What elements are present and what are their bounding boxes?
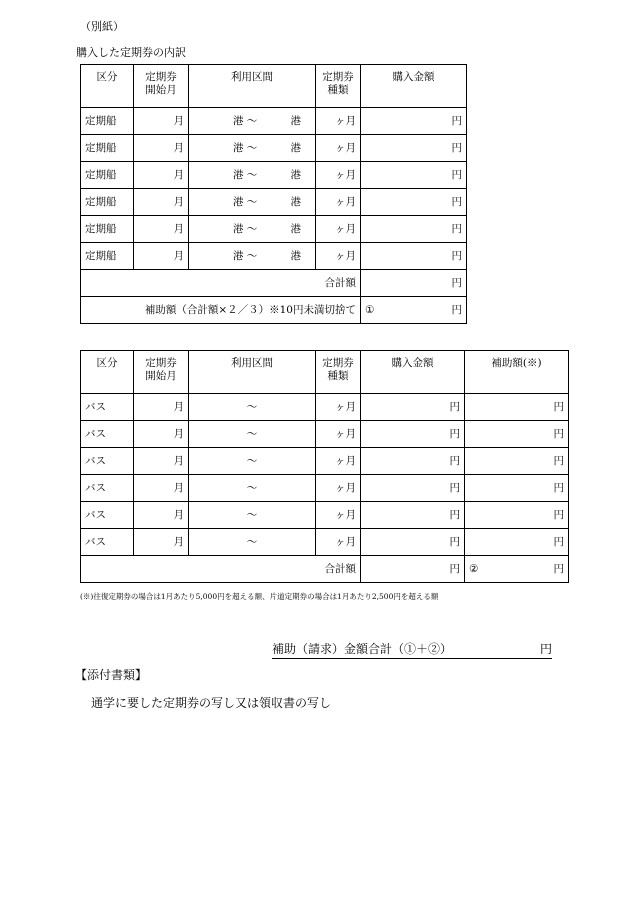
ship-subsidy-value[interactable] bbox=[361, 297, 467, 324]
table-row bbox=[81, 448, 569, 475]
table-row bbox=[81, 189, 467, 216]
ship-pass-table bbox=[80, 64, 467, 324]
header-route: 利用区間 bbox=[189, 351, 316, 394]
row-category: バス bbox=[81, 421, 134, 448]
row-route[interactable] bbox=[189, 135, 316, 162]
row-subsidy[interactable]: 円 bbox=[465, 394, 569, 421]
row-route[interactable] bbox=[189, 216, 316, 243]
row-category: 定期船 bbox=[81, 189, 134, 216]
route-from-port: 港 bbox=[233, 195, 244, 208]
row-category: 定期船 bbox=[81, 108, 134, 135]
row-start-month[interactable]: 月 bbox=[134, 135, 189, 162]
table-row bbox=[81, 135, 467, 162]
row-route[interactable] bbox=[189, 108, 316, 135]
row-pass-type[interactable]: ヶ月 bbox=[316, 135, 361, 162]
row-amount[interactable]: 円 bbox=[361, 394, 465, 421]
row-route[interactable] bbox=[189, 448, 316, 475]
route-from-port: 港 bbox=[233, 249, 244, 262]
table-row bbox=[81, 216, 467, 243]
row-pass-type[interactable]: ヶ月 bbox=[316, 216, 361, 243]
section-title: 購入した定期券の内訳 bbox=[76, 46, 186, 59]
header-category: 区分 bbox=[81, 351, 134, 394]
route-tilde: ～ bbox=[246, 427, 258, 440]
route-tilde: ～ bbox=[246, 168, 258, 181]
header-pass-type: 定期券 種類 bbox=[316, 65, 361, 108]
row-amount[interactable]: 円 bbox=[361, 243, 467, 270]
header-purchase-amount: 購入金額 bbox=[361, 351, 465, 394]
row-start-month[interactable]: 月 bbox=[134, 216, 189, 243]
ship-subsidy-row bbox=[81, 297, 467, 324]
row-amount[interactable]: 円 bbox=[361, 162, 467, 189]
table-row bbox=[81, 243, 467, 270]
route-tilde: ～ bbox=[246, 454, 258, 467]
attachments-item: 通学に要した定期券の写し又は領収書の写し bbox=[91, 696, 332, 710]
route-to-port: 港 bbox=[290, 195, 301, 208]
subsidy-unit: 円 bbox=[451, 303, 462, 316]
row-amount[interactable]: 円 bbox=[361, 502, 465, 529]
row-pass-type[interactable]: ヶ月 bbox=[316, 475, 361, 502]
row-pass-type[interactable]: ヶ月 bbox=[316, 502, 361, 529]
row-amount[interactable]: 円 bbox=[361, 475, 465, 502]
attachment-label: （別紙） bbox=[80, 20, 124, 33]
route-tilde: ～ bbox=[246, 141, 258, 154]
row-category: 定期船 bbox=[81, 216, 134, 243]
row-amount[interactable]: 円 bbox=[361, 108, 467, 135]
table-row bbox=[81, 108, 467, 135]
route-tilde: ～ bbox=[246, 481, 258, 494]
row-pass-type[interactable]: ヶ月 bbox=[316, 108, 361, 135]
header-category: 区分 bbox=[81, 65, 134, 108]
row-start-month[interactable]: 月 bbox=[134, 529, 189, 556]
route-to-port: 港 bbox=[290, 141, 301, 154]
header-start-month: 定期券 開始月 bbox=[134, 351, 189, 394]
row-amount[interactable]: 円 bbox=[361, 421, 465, 448]
header-subsidy: 補助額(※) bbox=[465, 351, 569, 394]
row-subsidy[interactable]: 円 bbox=[465, 421, 569, 448]
row-pass-type[interactable]: ヶ月 bbox=[316, 162, 361, 189]
route-to-port: 港 bbox=[290, 249, 301, 262]
row-category: バス bbox=[81, 448, 134, 475]
row-amount[interactable]: 円 bbox=[361, 135, 467, 162]
header-purchase-amount: 購入金額 bbox=[361, 65, 467, 108]
row-route[interactable] bbox=[189, 162, 316, 189]
row-route[interactable] bbox=[189, 529, 316, 556]
row-route[interactable] bbox=[189, 243, 316, 270]
row-start-month[interactable]: 月 bbox=[134, 189, 189, 216]
route-from-port: 港 bbox=[233, 114, 244, 127]
row-amount[interactable]: 円 bbox=[361, 529, 465, 556]
row-category: バス bbox=[81, 502, 134, 529]
route-tilde: ～ bbox=[246, 249, 258, 262]
row-start-month[interactable]: 月 bbox=[134, 108, 189, 135]
subsidy-mark-2: ② bbox=[469, 562, 479, 575]
bus-pass-table bbox=[80, 350, 569, 583]
table-row bbox=[81, 529, 569, 556]
route-to-port: 港 bbox=[290, 114, 301, 127]
bus-sum-row bbox=[81, 556, 569, 583]
row-pass-type[interactable]: ヶ月 bbox=[316, 448, 361, 475]
subsidy-mark-1: ① bbox=[365, 303, 375, 316]
subsidy-unit: 円 bbox=[553, 562, 564, 575]
row-category: バス bbox=[81, 394, 134, 421]
row-route[interactable] bbox=[189, 421, 316, 448]
row-start-month[interactable]: 月 bbox=[134, 475, 189, 502]
row-amount[interactable]: 円 bbox=[361, 189, 467, 216]
row-category: 定期船 bbox=[81, 162, 134, 189]
ship-sum-row bbox=[81, 270, 467, 297]
route-tilde: ～ bbox=[246, 195, 258, 208]
row-category: 定期船 bbox=[81, 135, 134, 162]
footnote: (※)往復定期券の場合は1月あたり5,000円を超える額、片道定期券の場合は1月あたり2,500円を超える額 bbox=[80, 592, 439, 601]
ship-sum-label: 合計額 bbox=[81, 270, 361, 297]
row-start-month[interactable]: 月 bbox=[134, 421, 189, 448]
route-to-port: 港 bbox=[290, 222, 301, 235]
row-route[interactable] bbox=[189, 189, 316, 216]
row-subsidy[interactable]: 円 bbox=[465, 448, 569, 475]
row-start-month[interactable]: 月 bbox=[134, 502, 189, 529]
attachments-header: 【添付書類】 bbox=[75, 668, 148, 682]
table-row bbox=[81, 162, 467, 189]
row-start-month[interactable]: 月 bbox=[134, 162, 189, 189]
row-amount[interactable]: 円 bbox=[361, 216, 467, 243]
bus-sum-label: 合計額 bbox=[81, 556, 361, 583]
row-pass-type[interactable]: ヶ月 bbox=[316, 189, 361, 216]
bus-subsidy-total[interactable] bbox=[465, 556, 569, 583]
route-to-port: 港 bbox=[290, 168, 301, 181]
grand-total-unit[interactable]: 円 bbox=[539, 642, 552, 656]
table-row bbox=[81, 394, 569, 421]
row-category: バス bbox=[81, 475, 134, 502]
ship-header-row bbox=[81, 65, 467, 108]
header-route: 利用区間 bbox=[189, 65, 316, 108]
grand-total-label: 補助（請求）金額合計（①＋②） bbox=[272, 642, 453, 656]
route-tilde: ～ bbox=[246, 508, 258, 521]
route-tilde: ～ bbox=[246, 114, 258, 127]
route-from-port: 港 bbox=[233, 222, 244, 235]
route-from-port: 港 bbox=[233, 168, 244, 181]
table-row bbox=[81, 421, 569, 448]
row-subsidy[interactable]: 円 bbox=[465, 529, 569, 556]
route-tilde: ～ bbox=[246, 535, 258, 548]
row-start-month[interactable]: 月 bbox=[134, 394, 189, 421]
grand-total-line bbox=[272, 640, 552, 659]
route-tilde: ～ bbox=[246, 222, 258, 235]
row-pass-type[interactable]: ヶ月 bbox=[316, 243, 361, 270]
row-pass-type[interactable]: ヶ月 bbox=[316, 529, 361, 556]
table-row bbox=[81, 502, 569, 529]
row-category: 定期船 bbox=[81, 243, 134, 270]
ship-subsidy-label: 補助額（合計額×２／３）※10円未満切捨て bbox=[81, 297, 361, 324]
route-tilde: ～ bbox=[246, 400, 258, 413]
row-start-month[interactable]: 月 bbox=[134, 448, 189, 475]
table-row bbox=[81, 475, 569, 502]
row-category: バス bbox=[81, 529, 134, 556]
row-subsidy[interactable]: 円 bbox=[465, 475, 569, 502]
row-route[interactable] bbox=[189, 502, 316, 529]
row-subsidy[interactable]: 円 bbox=[465, 502, 569, 529]
header-pass-type: 定期券 種類 bbox=[316, 351, 361, 394]
ship-sum-value[interactable]: 円 bbox=[361, 270, 467, 297]
route-from-port: 港 bbox=[233, 141, 244, 154]
row-route[interactable] bbox=[189, 394, 316, 421]
header-start-month: 定期券 開始月 bbox=[134, 65, 189, 108]
bus-sum-value[interactable]: 円 bbox=[361, 556, 465, 583]
row-start-month[interactable]: 月 bbox=[134, 243, 189, 270]
row-pass-type[interactable]: ヶ月 bbox=[316, 394, 361, 421]
bus-header-row bbox=[81, 351, 569, 394]
row-route[interactable] bbox=[189, 475, 316, 502]
row-amount[interactable]: 円 bbox=[361, 448, 465, 475]
row-pass-type[interactable]: ヶ月 bbox=[316, 421, 361, 448]
